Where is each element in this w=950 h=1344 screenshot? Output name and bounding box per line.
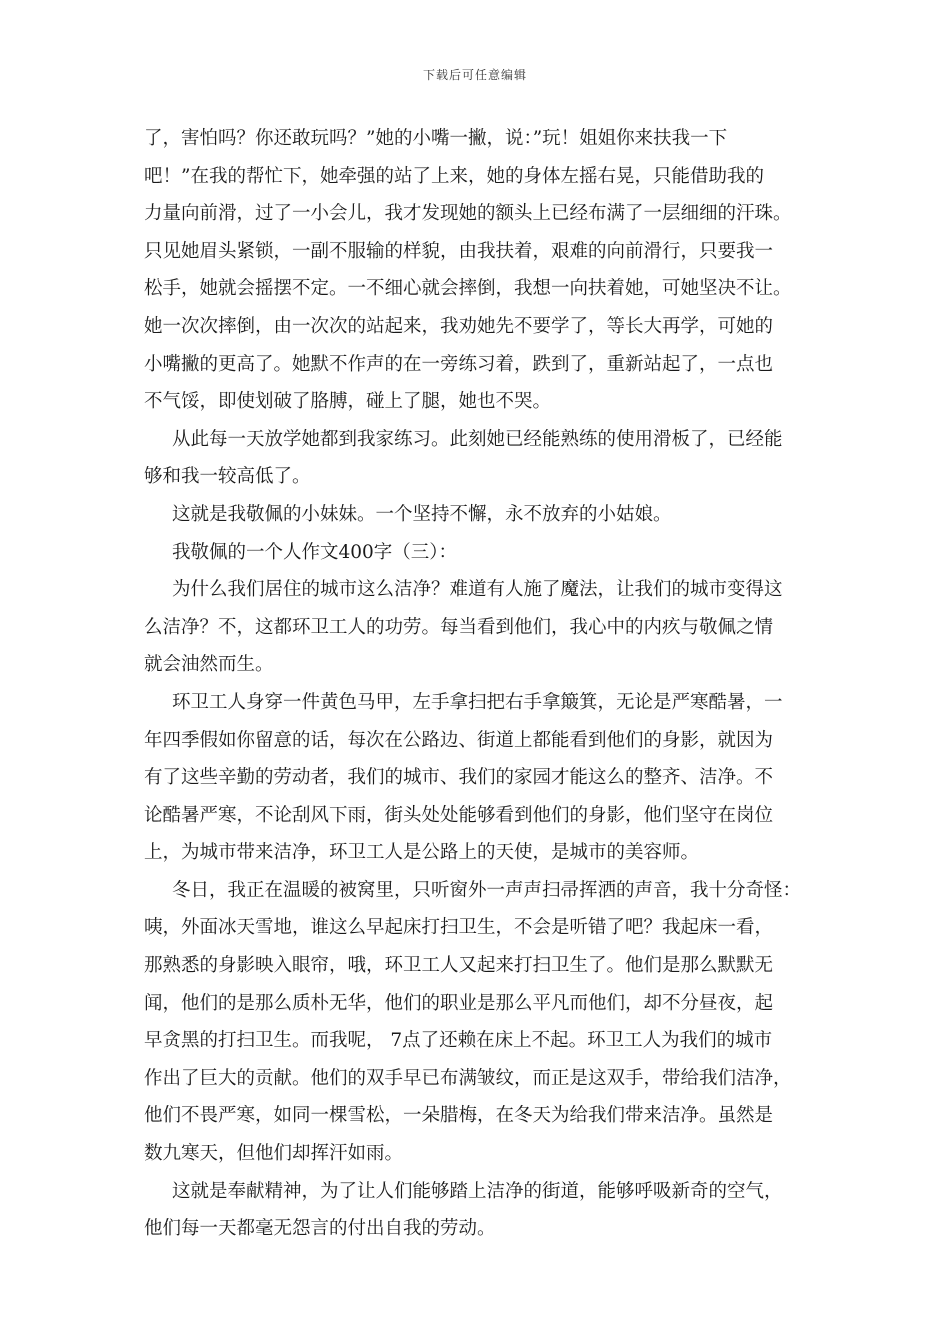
text-line: 不气馁，即使划破了胳膊，碰上了腿，她也不哭。: [144, 391, 552, 413]
text-line: 么洁净？不，这都环卫工人的功劳。每当看到他们，我心中的内疚与敬佩之情: [144, 616, 774, 638]
text-line: 数九寒天，但他们却挥汗如雨。: [144, 1143, 404, 1165]
text-line: 咦，外面冰天雪地，谁这么早起床打扫卫生，不会是听错了吧？我起床一看，: [144, 917, 774, 939]
text-line: 这就是我敬佩的小妹妹。一个坚持不懈，永不放弃的小姑娘。: [172, 503, 672, 525]
text-line: 论酷暑严寒，不论刮风下雨，街头处处能够看到他们的身影，他们坚守在岗位: [144, 804, 774, 826]
text-line: 有了这些辛勤的劳动者，我们的城市、我们的家园才能这么的整齐、洁净。不: [144, 767, 774, 789]
text-line: 松手，她就会摇摆不定。一不细心就会摔倒，我想一向扶着她，可她坚决不让。: [144, 278, 792, 300]
paragraph: [144, 684, 814, 872]
text-line: 年四季假如你留意的话，每次在公路边、街道上都能看到他们的身影，就因为: [144, 729, 774, 751]
text-line: 他们每一天都毫无怨言的付出自我的劳动。: [144, 1218, 496, 1240]
text-line: 够和我一较高低了。: [144, 466, 311, 488]
paragraph: [144, 1173, 814, 1248]
text-line: 为什么我们居住的城市这么洁净？难道有人施了魔法，让我们的城市变得这: [172, 579, 783, 601]
paragraph: [144, 571, 814, 684]
text-line: 就会油然而生。: [144, 654, 274, 676]
text-line: 力量向前滑，过了一小会儿，我才发现她的额头上已经布满了一层细细的汗珠。: [144, 203, 792, 225]
text-line: 那熟悉的身影映入眼帘，哦，环卫工人又起来打扫卫生了。他们是那么默默无: [144, 955, 774, 977]
text-line: 闻，他们的是那么质朴无华，他们的职业是那么平凡而他们，却不分昼夜，起: [144, 992, 774, 1014]
paragraph: [144, 534, 814, 572]
text-line: 环卫工人身穿一件黄色马甲，左手拿扫把右手拿簸箕，无论是严寒酷暑，一: [172, 691, 783, 713]
text-line: 从此每一天放学她都到我家练习。此刻她已经能熟练的使用滑板了，已经能: [172, 428, 783, 450]
text-line: 这就是奉献精神，为了让人们能够踏上洁净的街道，能够呼吸新奇的空气，: [172, 1180, 783, 1202]
text-line: 他们不畏严寒，如同一棵雪松，一朵腊梅，在冬天为给我们带来洁净。虽然是: [144, 1105, 774, 1127]
text-line: 吧！”在我的帮忙下，她牵强的站了上来，她的身体左摇右晃，只能借助我的: [144, 165, 764, 187]
text-line: 了，害怕吗？你还敢玩吗？”她的小嘴一撇，说：”玩！姐姐你来扶我一下: [144, 128, 728, 149]
text-line: 小嘴撇的更高了。她默不作声的在一旁练习着，跌到了，重新站起了，一点也: [144, 353, 774, 375]
text-line: 我敬佩的一个人作文400字（三）：: [172, 541, 458, 563]
document-body: [144, 120, 814, 1248]
text-line: 早贪黑的打扫卫生。而我呢， 7点了还赖在床上不起。环卫工人为我们的城市: [144, 1030, 773, 1052]
page-header-note: 下载后可任意编辑: [422, 68, 527, 82]
text-line: 上，为城市带来洁净，环卫工人是公路上的天使，是城市的美容师。: [144, 842, 700, 864]
paragraph: [144, 120, 814, 421]
text-line: 冬日，我正在温暖的被窝里，只听窗外一声声扫帚挥洒的声音，我十分奇怪：: [172, 879, 802, 901]
paragraph: [144, 496, 814, 534]
paragraph: [144, 421, 814, 496]
text-line: 她一次次摔倒，由一次次的站起来，我劝她先不要学了，等长大再学，可她的: [144, 315, 774, 337]
text-line: 只见她眉头紧锁，一副不服输的样貌，由我扶着，艰难的向前滑行，只要我一: [144, 240, 774, 262]
paragraph: [144, 872, 814, 1173]
text-line: 作出了巨大的贡献。他们的双手早已布满皱纹，而正是这双手，带给我们洁净，: [144, 1067, 792, 1089]
